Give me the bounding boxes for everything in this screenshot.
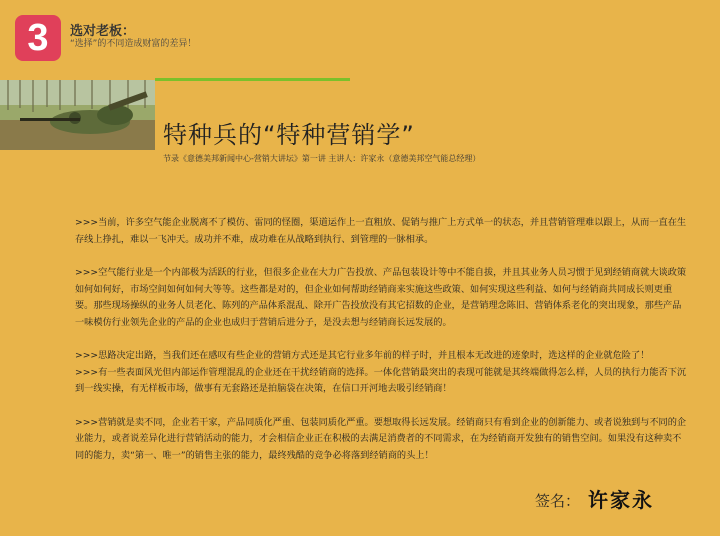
paragraph: >>>营销就是卖不同，企业若干家，产品同质化严重、包装同质化严重。要想取得长远发展。经销商只有看到企业的创新能力、或者说独到与不同的企业能力，或者说差异化进行营销活动的能力，才会相信企业正在积极的去满足消费者的不同需求，在为经销商开发独有的销售空间。如果没有这种卖不同的能力，卖“第一、唯一”的销售主张的能力，最终残酷的竞争必将落到经销商的头上！	[75, 416, 687, 461]
paragraph: >>>空气能行业是一个内部极为活跃的行业，但很多企业在大力广告投放、产品包装设计等中不能自拔，并且其业务人员习惯于见到经销商就大谈政策如何如何好，市场空间如何如何大等等。这些都是对的，但企业如何帮助经销商来实施这些政策、如何实现这些利益、如何与经销商共同成长则更重要。那些现场操纵的业务人员老化、陈列的产品体系混乱、除开广告投放没有其它招数的企业，是营销理念陈旧、营销体系老化的突出现象，那些产品一味模仿行业领先企业的产品的企业也成归于营销后进分子，是没去想与经销商长远发展的。	[75, 267, 687, 328]
paragraph: >>>有一些表面风光但内部运作管理混乱的企业还在干扰经销商的选择。一体化营销最突出的表现可能就是其终端做得怎么样，人员的执行力能否下沉到一线实操，有无样板市场，做事有无套路还是拍脑袋在决策，在信口开河地去吸引经销商！	[75, 366, 687, 394]
section-number: 3	[27, 17, 49, 59]
article-title: 特种兵的“特种营销学”	[163, 121, 415, 149]
article-source: 节录《意德美邦新闻中心-营销大讲坛》第一讲 主讲人：许家永（意德美邦空气能总经理）	[163, 154, 481, 163]
paragraph: >>>思路决定出路，当我们还在感叹有些企业的营销方式还是其它行业多年前的样子时，并且根本无改进的迹象时，选这样的企业就危险了！	[75, 350, 650, 361]
title-accent-line	[155, 78, 350, 81]
section-subtitle: “选择”的不同造成财富的差异！	[70, 39, 197, 49]
section-title: 选对老板：	[70, 24, 136, 39]
signature-label: 签名：	[535, 492, 581, 510]
paragraph: >>>当前，许多空气能企业脱离不了模仿、雷同的怪圈，渠道运作上一直粗放、促销与推广上方式单一的状态，并且营销管理难以跟上，从而一直在生存线上挣扎，难以一飞冲天。成功并不难，成功难在从战略到执行、到管理的一脉相承。	[75, 217, 687, 245]
signature-name: 许家永	[588, 488, 654, 512]
section-number-badge	[15, 15, 61, 61]
soldier-photo	[0, 80, 155, 150]
soldier-photo-graphic	[0, 80, 155, 150]
article-body	[75, 215, 690, 481]
